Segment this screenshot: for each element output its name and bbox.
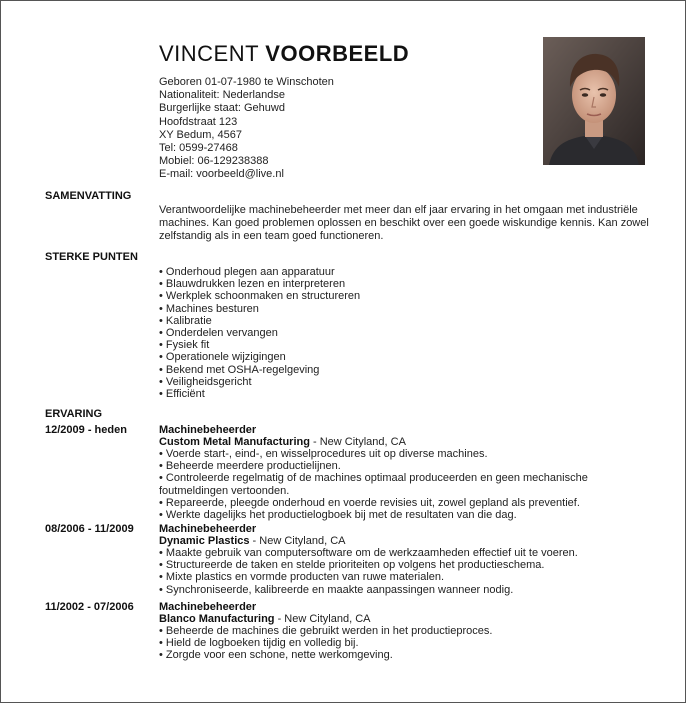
list-item: • Structureerde de taken en stelde prioriteiten op volgens het productieschema. [159,559,545,572]
contact-line-city: XY Bedum, 4567 [159,128,242,141]
contact-line-phone: Tel: 0599-27468 [159,142,238,155]
job-3-employer [159,613,371,625]
list-item: • Bekend met OSHA-regelgeving [159,363,320,376]
contact-line-birth: Geboren 01-07-1980 te Winschoten [159,76,334,88]
job-1-title: Machinebeheerder [159,424,257,436]
summary-heading: SAMENVATTING [45,190,132,202]
list-item: • Werkplek schoonmaken en structureren [159,290,361,303]
job-2-employer [159,535,345,547]
job-1-duties [159,448,649,521]
job-2-duties [159,547,578,596]
job-3-dates: 11/2002 - 07/2006 [45,601,134,613]
strengths-list [159,266,360,400]
first-name: VINCENT [159,41,259,66]
job-1-employer [159,436,406,448]
contact-line-email: E-mail: voorbeeld@live.nl [159,168,284,181]
list-item: • Werkte dagelijks het productielogboek bij met de resultaten van die dag. [159,509,517,522]
list-item: • Synchroniseerde, kalibreerde en maakte aanpassingen wanneer nodig. [159,583,514,596]
contact-line-nationality: Nationaliteit: Nederlandse [159,89,285,102]
list-item: • Beheerde de machines die gebruikt werden in het productieproces. [159,625,493,637]
job-1-location: - New Cityland, CA [309,436,406,448]
list-item: • Onderdelen vervangen [159,327,278,340]
experience-heading: ERVARING [45,408,103,420]
list-item: • Beheerde meerdere productielijnen. [159,460,341,473]
list-item: • Repareerde, pleegde onderhoud en voerde revisies uit, zowel gepland als preventief. [159,496,580,509]
job-3-location: - New Cityland, CA [274,613,371,625]
list-item: • Hield de logboeken tijdig en volledig bij. [159,637,359,650]
list-item: • Maakte gebruik van computersoftware om de werkzaamheden effectief uit te voeren. [159,547,578,559]
contact-line-street: Hoofdstraat 123 [159,115,238,128]
candidate-name [159,41,409,67]
summary-text: Verantwoordelijke machinebeheerder met meer dan elf jaar ervaring in het omgaan met industriële machines. Kan goed problemen oplossen en beschikt over een goede wiskundige kennis. Kan zowel zelfstandig als in een team goed functioneren. [159,204,649,243]
list-item: • Efficiënt [159,388,205,401]
list-item: • Fysiek fit [159,339,210,352]
job-3-title: Machinebeheerder [159,601,257,613]
portrait-image [543,37,645,165]
strengths-heading: STERKE PUNTEN [45,251,138,263]
list-item: • Veiligheidsgericht [159,375,252,388]
list-item: • Kalibratie [159,314,212,327]
list-item: • Machines besturen [159,302,259,315]
list-item: • Operationele wijzigingen [159,351,286,364]
list-item: • Zorgde voor een schone, nette werkomgeving. [159,649,393,662]
list-item: • Controleerde regelmatig of de machines optimaal produceerden en geen mechanische foutmeldingen vertoonden. [159,472,588,497]
job-2-location: - New Cityland, CA [249,535,346,547]
contact-line-marital-status: Burgerlijke staat: Gehuwd [159,102,285,115]
job-1-dates: 12/2009 - heden [45,424,127,436]
last-name: VOORBEELD [265,41,410,66]
job-3-company: Blanco Manufacturing [159,613,275,625]
job-2-company: Dynamic Plastics [159,535,250,547]
contact-details [159,76,334,182]
list-item: • Voerde start-, eind-, en wisselprocedures uit op diverse machines. [159,448,488,460]
list-item: • Onderhoud plegen aan apparatuur [159,266,335,278]
job-2-dates: 08/2006 - 11/2009 [45,523,134,535]
list-item: • Blauwdrukken lezen en interpreteren [159,278,346,291]
list-item: • Mixte plastics en vormde producten van ruwe materialen. [159,571,445,584]
profile-photo [543,37,645,165]
job-1-company: Custom Metal Manufacturing [159,436,310,448]
contact-line-mobile: Mobiel: 06-129238388 [159,155,269,168]
job-3-duties [159,625,492,662]
job-2-title: Machinebeheerder [159,523,257,535]
